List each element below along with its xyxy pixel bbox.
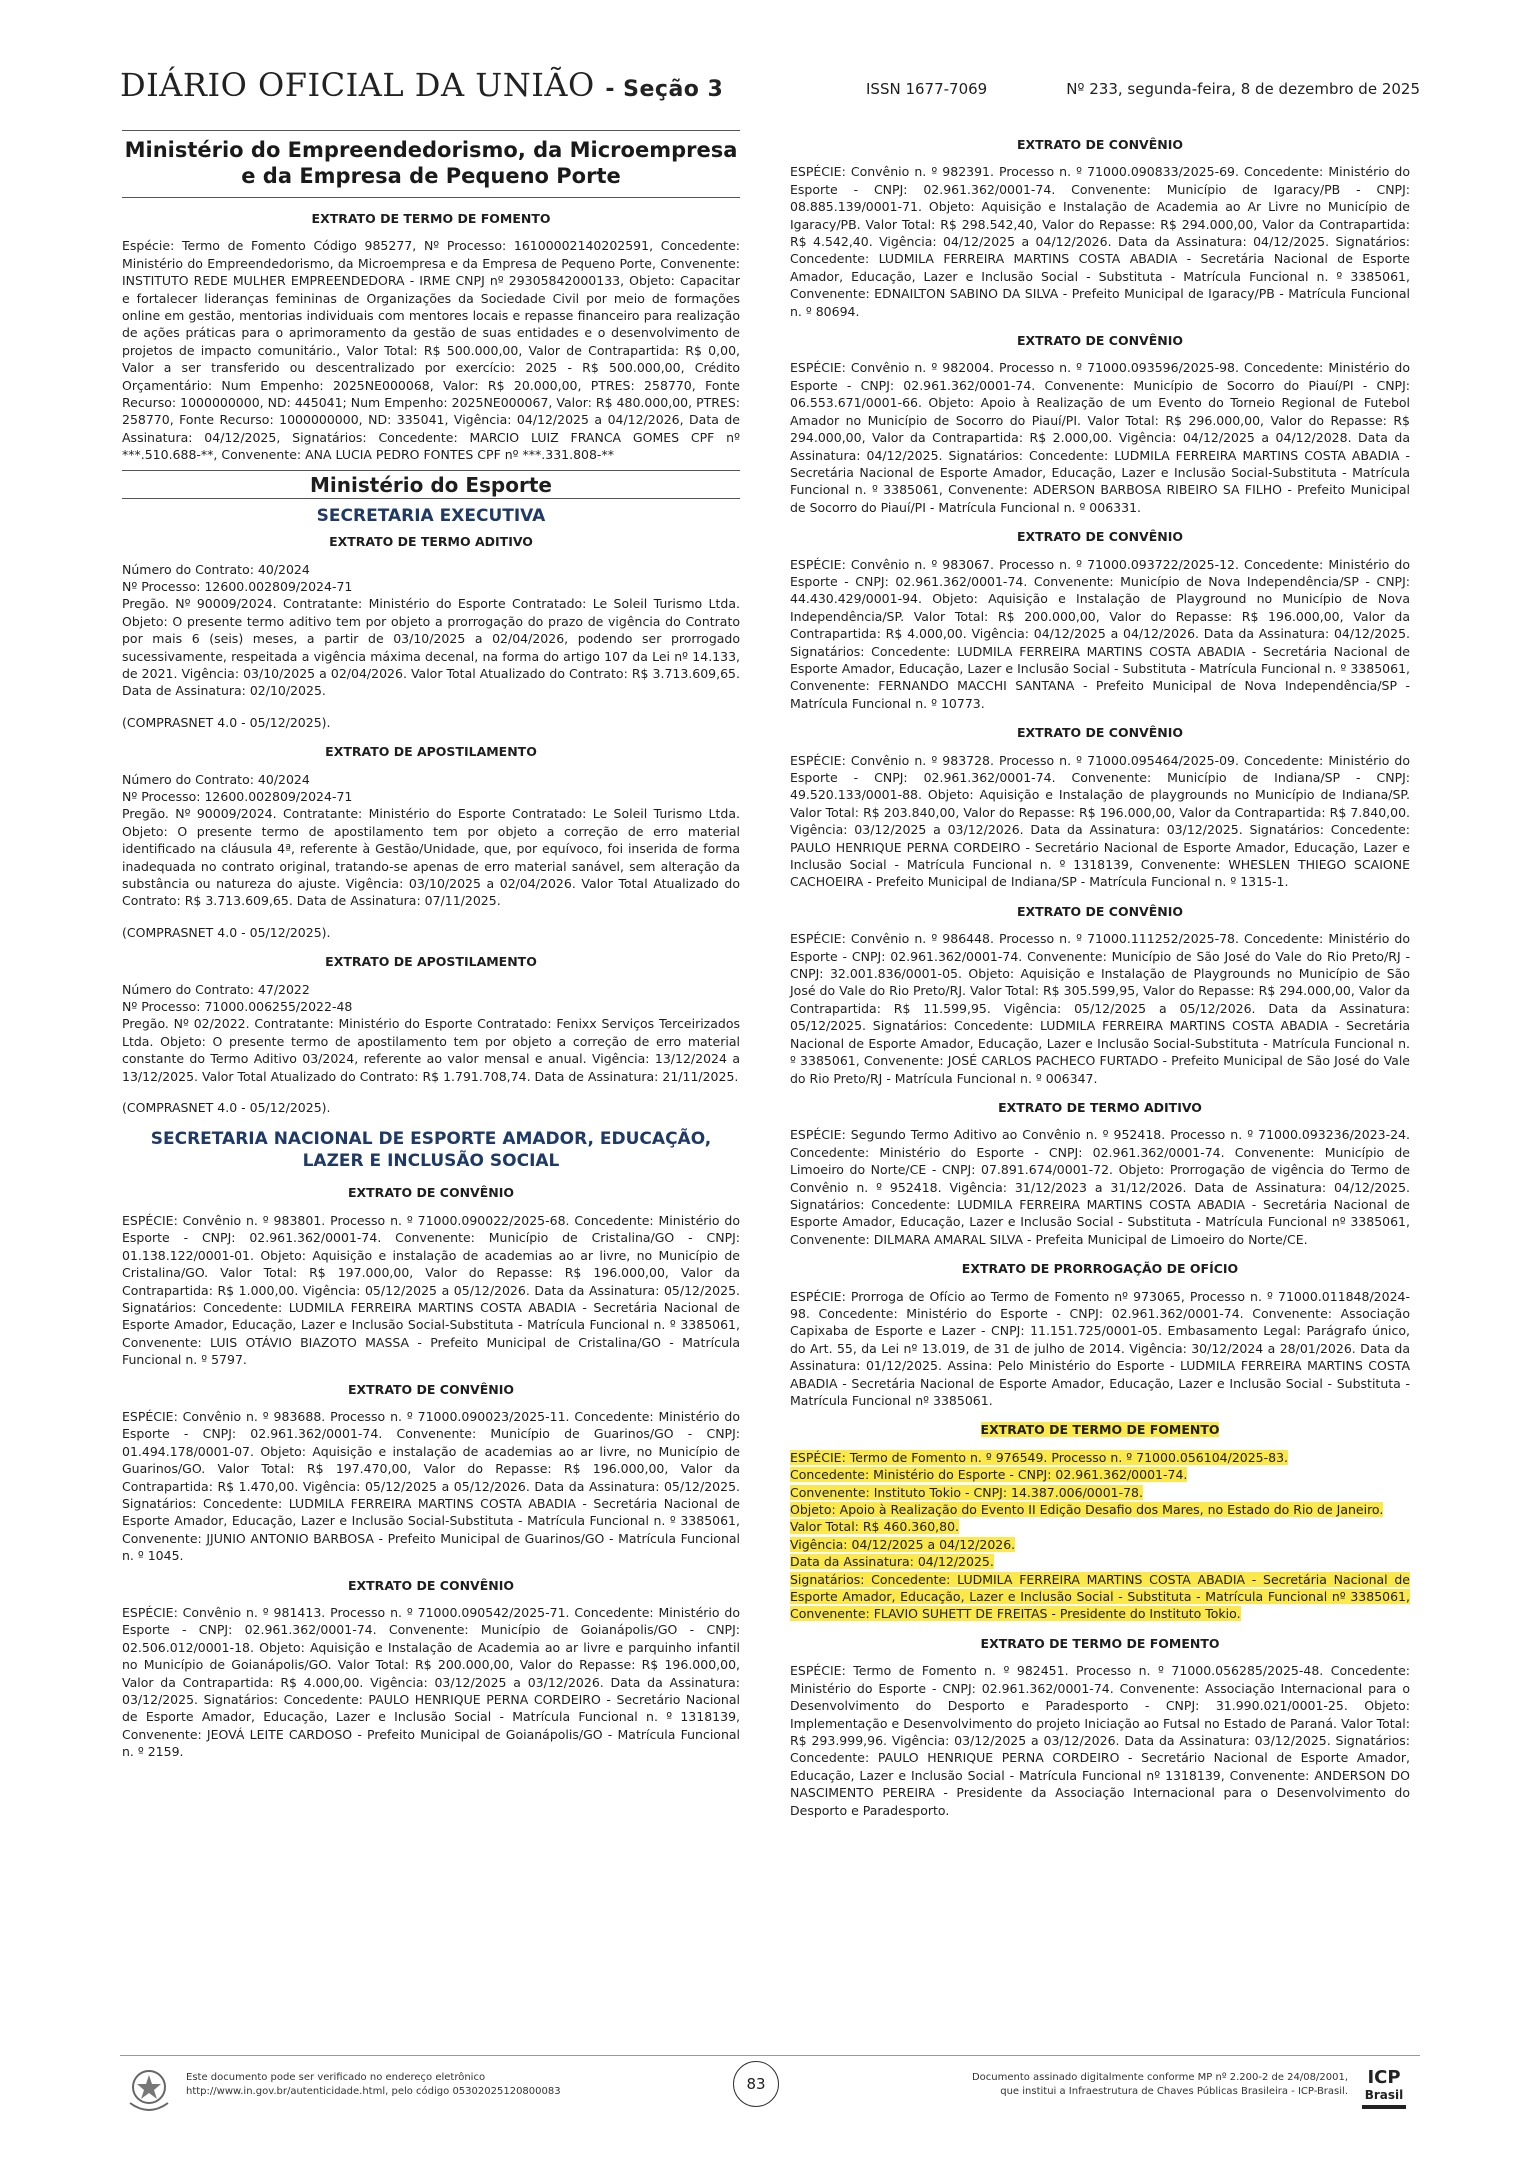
page-header xyxy=(120,66,1420,114)
highlighted-line: Valor Total: R$ 460.360,80. xyxy=(790,1519,960,1535)
left-column xyxy=(122,130,740,1767)
footer-divider xyxy=(120,2055,1420,2056)
extract-text: ESPÉCIE: Segundo Termo Aditivo ao Convênio n. º 952418. Processo n. º 71000.093236/2023-24. Concedente: Ministério do Esporte - CNPJ: 02.961.362/0001-74. Convenente: Município de Limoeiro do Norte/CE - CNPJ: 07.891.674/0001-72. Objeto: Prorrogação de vigência do Termo de Convênio n. º 952418. Vigência: 31/12/2023 a 31/12/2026. Data de Assinatura: 04/12/2025. Signatários: Concedente: LUDMILA FERREIRA MARTINS COSTA ABADIA - Secretária Nacional de Esporte Amador, Educação, Lazer e Inclusão Social - Substituta - Matrícula Funcional nº 3385061, Convenente: DILMARA AMARAL SILVA - Prefeita Municipal de Limoeiro do Norte/CE. xyxy=(790,1127,1410,1247)
extract-body: Pregão. Nº 02/2022. Contratante: Ministério do Esporte Contratado: Fenixx Serviços Terceirizados Ltda. Objeto: O presente termo de apostilamento tem por objeto a correção de erro material constante do Termo Aditivo 03/2024, referente ao valor mensal e anual. Vigência: 13/12/2024 a 13/12/2025. Valor Total Atualizado do Contrato: R$ 1.791.708,74. Data de Assinatura: 21/11/2025. xyxy=(122,1016,740,1084)
extract-text: ESPÉCIE: Convênio n. º 983801. Processo n. º 71000.090022/2025-68. Concedente: Ministério do Esporte - CNPJ: 02.961.362/0001-74. Convenente: Município de Cristalina/GO - CNPJ: 01.138.122/0001-01. Objeto: Aquisição e instalação de academias ao ar livre, no Município de Cristalina/GO. Valor Total: R$ 197.000,00, Valor do Repasse: R$ 196.000,00, Valor da Contrapartida: R$ 1.000,00. Vigência: 05/12/2025 a 05/12/2026. Data da Assinatura: 05/12/2025. Signatários: Concedente: LUDMILA FERREIRA MARTINS COSTA ABADIA - Secretária Nacional de Esporte Amador, Educação, Lazer e Inclusão Social-Substituta - Matrícula Funcional n. º 3385061, Convenente: LUIS OTÁVIO BIAZOTO MASSA - Prefeito Municipal de Cristalina/GO - Matrícula Funcional n. º 5797. xyxy=(122,1212,740,1368)
extract-title: EXTRATO DE PRORROGAÇÃO DE OFÍCIO xyxy=(961,1261,1239,1277)
extract-title: EXTRATO DE CONVÊNIO xyxy=(1016,333,1183,349)
source-note: (COMPRASNET 4.0 - 05/12/2025). xyxy=(122,1100,331,1116)
section-label: - Seção 3 xyxy=(605,77,724,102)
highlighted-line: Vigência: 04/12/2025 a 04/12/2026. xyxy=(790,1536,1016,1552)
extract-text: ESPÉCIE: Convênio n. º 982391. Processo n. º 71000.090833/2025-69. Concedente: Ministério do Esporte - CNPJ: 02.961.362/0001-74. Convenente: Município de Igaracy/PB - CNPJ: 08.885.139/0001-71. Objeto: Aquisição e Instalação de Academia ao Ar Livre no Município de Igaracy/PB. Valor Total: R$ 298.542,40, Valor do Repasse: R$ 294.000,00, Valor da Contrapartida: R$ 4.542,40. Vigência: 04/12/2025 a 04/12/2026. Data da Assinatura: 04/12/2025. Signatários: Concedente: LUDMILA FERREIRA MARTINS COSTA ABADIA - Secretária Nacional de Esporte Amador, Educação, Lazer e Inclusão Social - Substituta - Matrícula Funcional n. º 3385061, Convenente: EDNAILTON SABINO DA SILVA - Prefeito Municipal de Igaracy/PB - Matrícula Funcional n. º 80694. xyxy=(790,164,1410,319)
highlighted-extract-text xyxy=(790,1449,1410,1623)
highlighted-line: Data da Assinatura: 04/12/2025. xyxy=(790,1554,994,1570)
issue-date: Nº 233, segunda-feira, 8 de dezembro de 2025 xyxy=(1066,80,1420,98)
contract-number: Número do Contrato: 47/2022 xyxy=(122,981,310,997)
highlighted-line: Objeto: Apoio à Realização do Evento II Edição Desafio dos Mares, no Estado do Rio de Janeiro. xyxy=(790,1502,1384,1518)
extract-title: EXTRATO DE APOSTILAMENTO xyxy=(325,954,537,970)
journal-title: DIÁRIO OFICIAL DA UNIÃO - Seção 3 xyxy=(120,66,724,104)
verification-text: Este documento pode ser verificado no endereço eletrônico http://www.in.gov.br/autenticidade.html, pelo código 05302025120800083 xyxy=(186,2072,561,2097)
svg-text:ICP: ICP xyxy=(1367,2067,1401,2088)
contract-number: Número do Contrato: 40/2024 xyxy=(122,561,310,577)
divider xyxy=(122,197,740,198)
extract-title: EXTRATO DE CONVÊNIO xyxy=(347,1185,514,1201)
extract-title: EXTRATO DE TERMO ADITIVO xyxy=(329,534,533,550)
divider xyxy=(122,130,740,131)
extract-text: ESPÉCIE: Convênio n. º 983688. Processo n. º 71000.090023/2025-11. Concedente: Ministério do Esporte - CNPJ: 02.961.362/0001-74. Convenente: Município de Guarinos/GO - CNPJ: 01.494.178/0001-07. Objeto: Aquisição e instalação de academias ao ar livre, no Município de Guarinos/GO. Valor Total: R$ 197.470,00, Valor do Repasse: R$ 196.000,00, Valor da Contrapartida: R$ 1.470,00. Vigência: 05/12/2025 a 05/12/2026. Data da Assinatura: 05/12/2025. Signatários: Concedente: LUDMILA FERREIRA MARTINS COSTA ABADIA - Secretária Nacional de Esporte Amador, Educação, Lazer e Inclusão Social-Substituta - Matrícula Funcional n. º 3385061, Convenente: JJUNIO ANTONIO BARBOSA - Prefeito Municipal de Guarinos/GO - Matrícula Funcional n. º 1045. xyxy=(122,1408,740,1564)
secretariat-heading: SECRETARIA EXECUTIVA xyxy=(316,506,546,527)
coat-of-arms-icon xyxy=(124,2063,174,2117)
right-column xyxy=(790,130,1410,1825)
divider xyxy=(122,470,740,471)
extract-text: ESPÉCIE: Convênio n. º 981413. Processo n. º 71000.090542/2025-71. Concedente: Ministério do Esporte - CNPJ: 02.961.362/0001-74. Convenente: Município de Goianápolis/GO - CNPJ: 02.506.012/0001-18. Objeto: Aquisição e Instalação de Academia ao ar livre e parquinho infantil no Município de Goianápolis/GO. Valor Total: R$ 200.000,00, Valor do Repasse: R$ 196.000,00, Valor da Contrapartida: R$ 4.000,00. Vigência: 03/12/2025 a 03/12/2026. Data da Assinatura: 03/12/2025. Signatários: Concedente: PAULO HENRIQUE PERNA CORDEIRO - Secretário Nacional de Esporte Amador, Educação, Lazer e Inclusão Social - Matrícula Funcional n. º 1318139, Convenente: JEOVÁ LEITE CARDOSO - Prefeito Municipal de Goianápolis/GO - Matrícula Funcional n. º 2159. xyxy=(122,1605,740,1760)
source-note: (COMPRASNET 4.0 - 05/12/2025). xyxy=(122,714,331,730)
extract-body: Pregão. Nº 90009/2024. Contratante: Ministério do Esporte Contratado: Le Soleil Turismo Ltda. Objeto: O presente termo de apostilamento tem por objeto a correção de erro material identificado na cláusula 4ª, referente à Gestão/Unidade, que, por equívoco, foi inserida de forma inadequada no contrato original, tratando-se apenas de erro material sanável, sem alteração da substância ou natureza do ajuste. Vigência: 03/10/2025 a 02/04/2026. Valor Total Atualizado do Contrato: R$ 3.713.609,65. Data de Assinatura: 07/11/2025. xyxy=(122,806,740,909)
extract-text: ESPÉCIE: Convênio n. º 983728. Processo n. º 71000.095464/2025-09. Concedente: Ministério do Esporte - CNPJ: 02.961.362/0001-74. Convenente: Município de Indiana/SP - CNPJ: 49.520.133/0001-88. Objeto: Aquisição e Instalação de playgrounds no Município de Indiana/SP. Valor Total: R$ 203.840,00, Valor do Repasse: R$ 196.000,00, Valor da Contrapartida: R$ 7.840,00. Vigência: 03/12/2025 a 03/12/2026. Data da Assinatura: 03/12/2025. Signatários: Concedente: PAULO HENRIQUE PERNA CORDEIRO - Secretário Nacional de Esporte Amador, Educação, Lazer e Inclusão Social - Matrícula Funcional n. º 1318139, Convenente: WHESLEN THIEGO SCAIONE CACHOEIRA - Prefeito Municipal de Indiana/SP - Matrícula Funcional n. º 1315-1. xyxy=(790,752,1410,890)
extract-title: EXTRATO DE CONVÊNIO xyxy=(347,1577,514,1593)
divider xyxy=(122,498,740,499)
highlighted-line: Signatários: Concedente: LUDMILA FERREIRA MARTINS COSTA ABADIA - Secretária Nacional de Esporte Amador, Educação, Lazer e Inclusão Social - Substituta - Matrícula Funcional nº 3385061, Convenente: FLAVIO SUHETT DE FREITAS - Presidente do Instituto Tokio. xyxy=(790,1571,1410,1622)
secretariat-heading: SECRETARIA NACIONAL DE ESPORTE AMADOR, EDUCAÇÃO, LAZER E INCLUSÃO SOCIAL xyxy=(150,1129,712,1172)
issn: ISSN 1677-7069 xyxy=(866,80,988,98)
page-footer xyxy=(120,2055,1420,2125)
extract-text xyxy=(122,771,740,910)
extract-title: EXTRATO DE TERMO DE FOMENTO xyxy=(311,211,551,226)
extract-title: EXTRATO DE CONVÊNIO xyxy=(347,1381,514,1397)
extract-text: ESPÉCIE: Prorroga de Ofício ao Termo de Fomento nº 973065, Processo n. º 71000.011848/2024-98. Concedente: Ministério do Esporte - CNPJ: 02.961.362/0001-74. Convenente: Associação Capixaba de Esporte e Lazer - CNPJ: 11.151.725/0001-05. Embasamento Legal: Parágrafo único, do Art. 55, da Lei nº 13.019, de 31 de julho de 2014. Vigência: 30/12/2024 a 28/01/2026. Data da Assinatura: 01/12/2025. Assina: Pelo Ministério do Esporte - LUDMILA FERREIRA MARTINS COSTA ABADIA - Secretária Nacional de Esporte Amador, Educação, Lazer e Inclusão Social - Substituta - Matrícula Funcional nº 3385061. xyxy=(790,1288,1410,1408)
extract-text xyxy=(122,561,740,700)
highlighted-line: Concedente: Ministério do Esporte - CNPJ: 02.961.362/0001-74. xyxy=(790,1467,1188,1483)
icp-brasil-logo-icon xyxy=(1356,2061,1412,2117)
extract-text xyxy=(122,981,740,1085)
process-number: Nº Processo: 12600.002809/2024-71 xyxy=(122,578,353,594)
ministry-heading: Ministério do Esporte xyxy=(310,472,552,497)
extract-title: EXTRATO DE CONVÊNIO xyxy=(1016,529,1183,545)
extract-title: EXTRATO DE TERMO DE FOMENTO xyxy=(980,1635,1220,1651)
svg-text:Brasil: Brasil xyxy=(1364,2088,1404,2102)
highlighted-extract-title: EXTRATO DE TERMO DE FOMENTO xyxy=(980,1422,1220,1438)
extract-title: EXTRATO DE CONVÊNIO xyxy=(1016,903,1183,919)
ministry-heading: Ministério do Empreendedorismo, da Microempresa e da Empresa de Pequeno Porte xyxy=(124,138,738,188)
extract-text: ESPÉCIE: Convênio n. º 986448. Processo n. º 71000.111252/2025-78. Concedente: Ministério do Esporte - CNPJ: 02.961.362/0001-74. Convenente: Município de São José do Vale do Rio Preto/RJ - CNPJ: 32.001.836/0001-05. Objeto: Aquisição e Instalação de Playgrounds no Município de São José do Vale do Rio Preto/RJ. Valor Total: R$ 305.599,95, Valor do Repasse: R$ 294.000,00, Valor da Contrapartida: R$ 11.599,95. Vigência: 05/12/2025 a 05/12/2026. Data da Assinatura: 05/12/2025. Signatários: Concedente: LUDMILA FERREIRA MARTINS COSTA ABADIA - Secretária Nacional de Esporte Amador, Educação, Lazer e Inclusão Social-Substituta - Matrícula Funcional n. º 3385061, Convenente: JOSÉ CARLOS PACHECO FURTADO - Prefeito Municipal de São José do Vale do Rio Preto/RJ - Matrícula Funcional n. º 006347. xyxy=(790,931,1410,1086)
extract-text: ESPÉCIE: Convênio n. º 983067. Processo n. º 71000.093722/2025-12. Concedente: Ministério do Esporte - CNPJ: 02.961.362/0001-74. Convenente: Município de Nova Independência/SP - CNPJ: 44.430.429/0001-94. Objeto: Aquisição e Instalação de Playground no Município de Nova Independência/SP. Valor Total: R$ 200.000,00, Valor do Repasse: R$ 196.000,00, Valor da Contrapartida: R$ 4.000,00. Vigência: 04/12/2025 a 04/12/2026. Data da Assinatura: 04/12/2025. Signatários: Concedente: LUDMILA FERREIRA MARTINS COSTA ABADIA - Secretária Nacional de Esporte Amador, Educação, Lazer e Inclusão Social - Substituta - Matrícula Funcional n. º 3385061, Convenente: FERNANDO MACCHI SANTANA - Prefeito Municipal de Nova Independência/SP - Matrícula Funcional n. º 10773. xyxy=(790,556,1410,711)
extract-title: EXTRATO DE CONVÊNIO xyxy=(1016,725,1183,741)
highlighted-line: Convenente: Instituto Tokio - CNPJ: 14.387.006/0001-78. xyxy=(790,1484,1143,1500)
extract-text: ESPÉCIE: Termo de Fomento n. º 982451. Processo n. º 71000.056285/2025-48. Concedente: Ministério do Esporte - CNPJ: 02.961.362/0001-74. Convenente: Associação Internacional para o Desenvolvimento do Desporto e Paradesporto - CNPJ: 31.990.021/0001-25. Objeto: Implementação e Desenvolvimento do projeto Iniciação ao Futsal no Estado de Paraná. Valor Total: R$ 293.999,96. Vigência: 03/12/2025 a 03/12/2026. Data da Assinatura: 03/12/2025. Signatários: Concedente: PAULO HENRIQUE PERNA CORDEIRO - Secretário Nacional de Esporte Amador, Educação, Lazer e Inclusão Social - Matrícula Funcional nº 1318139, Convenente: ANDERSON DO NASCIMENTO PEREIRA - Presidente da Associação Internacional para o Desenvolvimento do Desporto e Paradesporto. xyxy=(790,1663,1410,1818)
extract-text: ESPÉCIE: Convênio n. º 982004. Processo n. º 71000.093596/2025-98. Concedente: Ministério do Esporte - CNPJ: 02.961.362/0001-74. Convenente: Município de Socorro do Piauí/PI - CNPJ: 06.553.671/0001-66. Objeto: Apoio à Realização de um Evento do Torneio Regional de Futebol Amador no Município de Socorro do Piauí/PI. Valor Total: R$ 296.000,00, Valor do Repasse: R$ 294.000,00, Valor da Contrapartida: R$ 2.000,00. Vigência: 04/12/2025 a 04/12/2028. Data da Assinatura: 04/12/2025. Signatários: Concedente: LUDMILA FERREIRA MARTINS COSTA ABADIA - Secretária Nacional de Esporte Amador, Educação, Lazer e Inclusão Social-Substituta - Matrícula Funcional n. º 3385061, Convenente: ADERSON BARBOSA RIBEIRO SA FILHO - Prefeito Municipal de Socorro do Piauí/PI - Matrícula Funcional n. º 006331. xyxy=(790,360,1410,515)
extract-title: EXTRATO DE TERMO ADITIVO xyxy=(998,1099,1202,1115)
page-number: 83 xyxy=(733,2061,779,2107)
extract-title: EXTRATO DE CONVÊNIO xyxy=(1016,137,1183,152)
contract-number: Número do Contrato: 40/2024 xyxy=(122,771,310,787)
extract-title: EXTRATO DE APOSTILAMENTO xyxy=(325,744,537,760)
process-number: Nº Processo: 12600.002809/2024-71 xyxy=(122,788,353,804)
source-note: (COMPRASNET 4.0 - 05/12/2025). xyxy=(122,924,331,940)
extract-body: Pregão. Nº 90009/2024. Contratante: Ministério do Esporte Contratado: Le Soleil Turismo Ltda. Objeto: O presente termo aditivo tem por objeto a prorrogação do prazo de vigência do Contrato por mais 6 (seis) meses, a partir de 03/10/2025 a 02/04/2026, podendo ser prorrogado sucessivamente, respeitada a vigência máxima decenal, na forma do artigo 107 da Lei nº 14.133, de 2021. Vigência: 03/10/2025 a 02/04/2026. Valor Total Atualizado do Contrato: R$ 3.713.609,65. Data de Assinatura: 02/10/2025. xyxy=(122,596,740,699)
signature-notice: Documento assinado digitalmente conforme MP nº 2.200-2 de 24/08/2001, que institui a Infraestrutura de Chaves Públicas Brasileira - ICP-Brasil. xyxy=(971,2072,1348,2097)
process-number: Nº Processo: 71000.006255/2022-48 xyxy=(122,999,353,1015)
extract-text: Espécie: Termo de Fomento Código 985277, Nº Processo: 16100002140202591, Concedente: Ministério do Empreendedorismo, da Microempresa e da Empresa de Pequeno Porte, Convenente: INSTITUTO REDE MULHER EMPREENDEDORA - IRME CNPJ nº 29305842000133, Objeto: Capacitar e fortalecer lideranças femininas de Organizações da Sociedade Civil por meio de formações online em gestão, mentorias individuais com mentores locais e repasse financeiro para realização de ações práticas para o aprimoramento da gestão de suas entidades e o desenvolvimento de projetos de impacto comunitário., Valor Total: R$ 500.000,00, Valor de Contrapartida: R$ 0,00, Valor a ser transferido ou descentralizado por exercício: 2025 - R$ 500.000,00, Crédito Orçamentário: Num Empenho: 2025NE000068, Valor: R$ 20.000,00, PTRES: 258770, Fonte Recurso: 1000000000, ND: 445041; Num Empenho: 2025NE000067, Valor: R$ 480.000,00, PTRES: 258770, Fonte Recurso: 1000000000, ND: 335041, Vigência: 04/12/2025 a 04/12/2026, Data de Assinatura: 04/12/2025, Signatários: Concedente: MARCIO LUIZ FRANCA GOMES CPF nº ***.510.688-**, Convenente: ANA LUCIA PEDRO FONTES CPF nº ***.331.808-** xyxy=(122,238,740,463)
highlighted-line: ESPÉCIE: Termo de Fomento n. º 976549. Processo n. º 71000.056104/2025-83. xyxy=(790,1449,1289,1465)
